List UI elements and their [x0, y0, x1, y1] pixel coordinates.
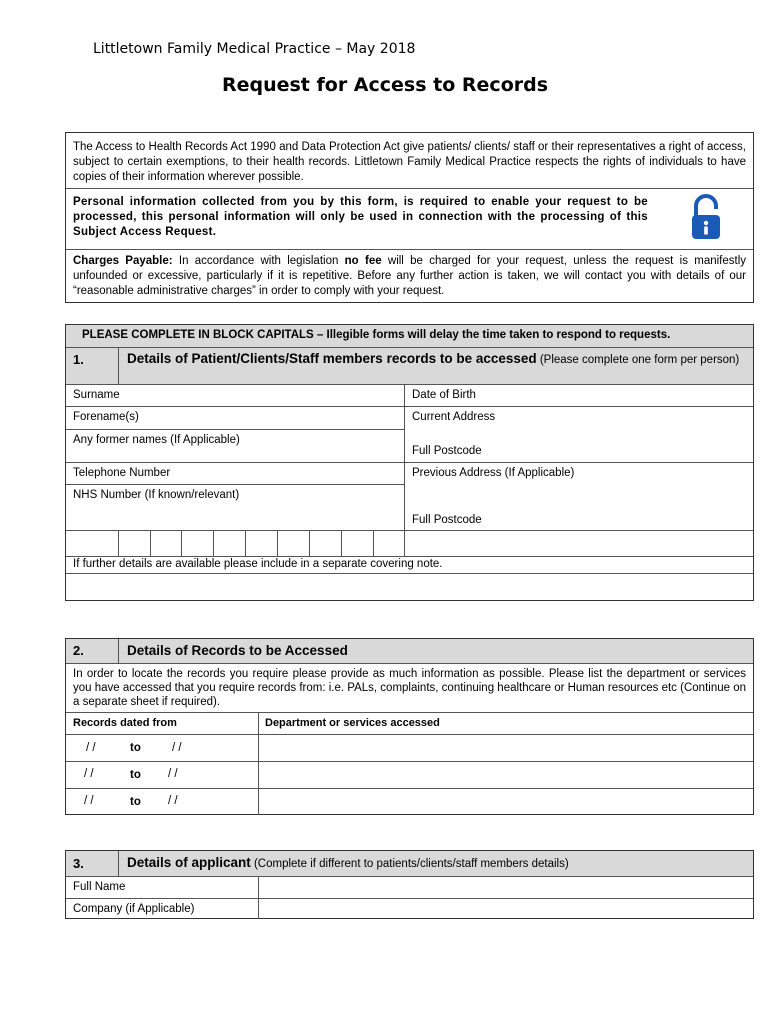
section3-table: [65, 850, 754, 919]
date-to: / /: [168, 768, 178, 780]
section2-title: Details of Records to be Accessed: [127, 643, 348, 658]
further-details-note: If further details are available please include in a separate covering note.: [73, 558, 443, 570]
section1-number: 1.: [73, 352, 84, 367]
forenames-label: Forename(s): [73, 411, 139, 423]
padlock-icon: [689, 193, 723, 241]
nhs-number-label: NHS Number (If known/relevant): [73, 489, 240, 501]
to-label: to: [130, 742, 141, 754]
to-label: to: [130, 769, 141, 781]
intro-paragraph: The Access to Health Records Act 1990 and Data Protection Act give patients/ clients/ staff or their representatives a right of access, subject to certain exemptions, to their health records. Littletown Family Medical Practice respects the rights of individuals to have copies of their information wherever possible.: [73, 141, 746, 183]
section3-number: 3.: [73, 856, 84, 871]
document-header: Littletown Family Medical Practice – May 2018: [93, 41, 416, 57]
date-from: / /: [84, 795, 94, 807]
date-from: / /: [86, 742, 96, 754]
section2-table: [65, 638, 754, 815]
dob-label: Date of Birth: [412, 389, 476, 401]
surname-label: Surname: [73, 389, 120, 401]
date-to: / /: [172, 742, 182, 754]
previous-address-label: Previous Address (If Applicable): [412, 467, 575, 479]
section2-number: 2.: [73, 643, 84, 658]
company-label: Company (if Applicable): [73, 903, 195, 915]
former-names-label: Any former names (If Applicable): [73, 434, 240, 446]
section2-description: In order to locate the records you require please provide as much information as possible. Please list the department or services you have accessed that you require records from: i.e. PALs, complaints, continuing healthcare or Human resources etc (Continue on a separate sheet if required).: [73, 668, 746, 708]
telephone-label: Telephone Number: [73, 467, 171, 479]
intro-box: [65, 132, 754, 303]
section3-title: Details of applicant (Complete if different to patients/clients/staff members details): [127, 855, 569, 870]
page-title: Request for Access to Records: [221, 74, 549, 96]
section1-table: [65, 324, 754, 601]
full-postcode-label: Full Postcode: [412, 514, 482, 526]
block-capitals-notice: PLEASE COMPLETE IN BLOCK CAPITALS – Illegible forms will delay the time taken to respond to requests.: [82, 329, 671, 341]
to-label: to: [130, 796, 141, 808]
department-header: Department or services accessed: [265, 717, 440, 729]
personal-info-paragraph: Personal information collected from you by this form, is required to enable your request to be processed, this personal information will only be used in connection with the processing of this Subject Access Request.: [73, 196, 648, 238]
full-name-label: Full Name: [73, 881, 126, 893]
date-to: / /: [168, 795, 178, 807]
full-postcode-label: Full Postcode: [412, 445, 482, 457]
section1-title: Details of Patient/Clients/Staff members records to be accessed (Please complete one form per person): [127, 351, 740, 366]
current-address-label: Current Address: [412, 411, 496, 423]
records-dated-header: Records dated from: [73, 717, 177, 729]
date-from: / /: [84, 768, 94, 780]
charges-paragraph: Charges Payable: In accordance with legislation no fee will be charged for your request, unless the request is manifestly unfounded or excessive, particularly if it is repetitive. Before any further action is taken, we will contact you with details of our “reasonable administrative charges” in order to comply with your request.: [73, 255, 747, 297]
